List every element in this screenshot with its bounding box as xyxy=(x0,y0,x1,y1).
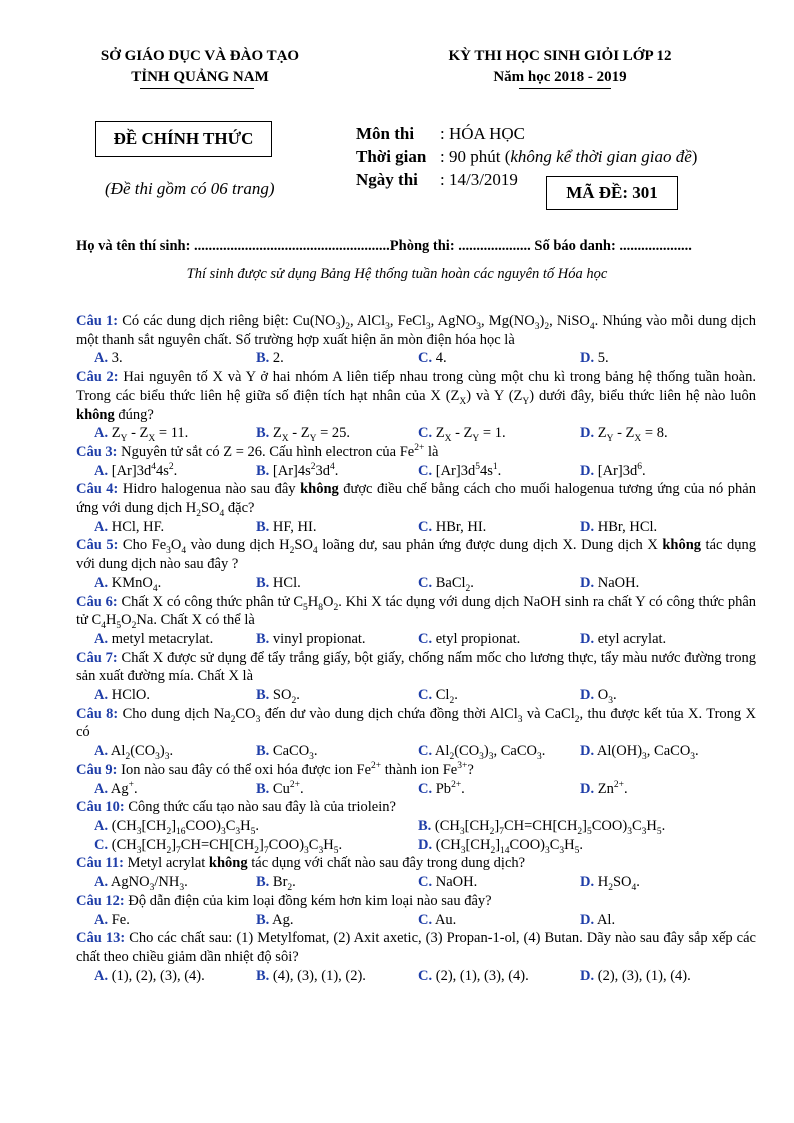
exam-title: KỲ THI HỌC SINH GIỎI LỚP 12 xyxy=(448,48,672,64)
department-name: SỞ GIÁO DỤC VÀ ĐÀO TẠO xyxy=(100,48,300,64)
official-exam-box: ĐỀ CHÍNH THỨC xyxy=(95,121,272,157)
option-d: D. etyl acrylat. xyxy=(580,630,667,647)
department-header xyxy=(60,46,340,88)
subject-row xyxy=(356,122,776,145)
option-b: B. vinyl propionat. xyxy=(256,630,366,647)
option-d: D. HBr, HCl. xyxy=(580,518,658,535)
option-b: B. HCl. xyxy=(256,574,301,591)
option-c: C. Au. xyxy=(418,911,457,928)
questions-section xyxy=(76,312,756,985)
option-b: B. 2. xyxy=(256,350,284,367)
option-b: B. HF, HI. xyxy=(256,518,317,535)
option-c: C. $Cl_2$. xyxy=(418,687,458,706)
options-6 xyxy=(76,630,756,649)
instruction-text: Thí sinh được sử dụng Bảng Hệ thống tuần hoàn các nguyên tố Hóa học xyxy=(186,266,608,282)
option-b: B. $SO_2$. xyxy=(256,687,300,706)
candidate-info-line: Họ và tên thí sinh: ......................................................Phòng thi: .................... Số báo danh: .................... xyxy=(76,238,692,254)
province-underline xyxy=(140,88,254,89)
subject-label: Môn thi xyxy=(356,124,415,143)
options-13 xyxy=(76,967,756,986)
option-a: A. HClO. xyxy=(94,687,151,704)
option-a: A. 3. xyxy=(94,350,123,367)
options-8 xyxy=(76,742,756,761)
time-label: Thời gian xyxy=(356,147,427,166)
question-13: Câu 13: Cho các chất sau: (1) Metylfomat, (2) Axit axetic, (3) Propan-1-ol, (4) Butan. Dãy nào sau đây sắp xếp các chất theo chiều giảm dần nhiệt độ sôi? xyxy=(76,930,756,965)
question-2: Câu 2: Hai nguyên tố X và Y ở hai nhóm A liên tiếp nhau trong cùng một chu kì trong bảng hệ thống tuần hoàn. Trong các biểu thức liên hệ giữa số điện tích hạt nhân của X $(Z_X)$ và Y $(Z_Y)$ dưới đây, biểu thức liên hệ nào luôn không đúng? xyxy=(76,369,756,423)
option-d: D. $Zn^{2+}$. xyxy=(580,779,628,797)
option-c: C. $Pb^{2+}$. xyxy=(418,779,465,797)
option-a: A. Fe. xyxy=(94,911,130,928)
option-a: A. $[Ar]3d^44s^2$. xyxy=(94,461,178,479)
options-4 xyxy=(76,518,756,537)
date-value: : 14/3/2019 xyxy=(440,170,518,189)
option-c: C. etyl propionat. xyxy=(418,630,521,647)
option-c: C. $Al_2(CO_3)_3$, CaCO$_3$. xyxy=(418,743,546,763)
option-d: D. $Al(OH)_3$, CaCO$_3$. xyxy=(580,743,699,763)
question-3: Câu 3: Nguyên tử sắt có Z = 26. Cấu hình electron của $Fe^{2+}$ là xyxy=(76,443,439,460)
option-c: C. $(CH_3[CH_2]_7CH=CH[CH_2]_7COO)_3C_3H_5$. xyxy=(94,836,343,856)
option-c: C. $Z_X - Z_Y = 1$. xyxy=(418,425,506,445)
option-c: C. $[Ar]3d^54s^1$. xyxy=(418,461,502,479)
time-row xyxy=(356,145,776,168)
options-2 xyxy=(76,424,756,443)
option-d: D. $O_3$. xyxy=(580,687,617,706)
option-b: B. $Cu^{2+}$. xyxy=(256,779,304,797)
school-year: Năm học 2018 - 2019 xyxy=(493,69,627,85)
options-1 xyxy=(76,349,756,368)
option-d: D. NaOH. xyxy=(580,574,640,591)
option-a: A. $Al_2(CO_3)_3$. xyxy=(94,743,174,763)
question-1: Câu 1: Có các dung dịch riêng biệt: $Cu(NO_3)_2$, AlCl$_3$, FeCl$_3$, AgNO$_3$, $Mg(NO_3)_2$, NiSO$_4$. Nhúng vào mỗi dung dịch một thanh sắt nguyên chất. Số trường hợp xuất hiện ăn mòn điện hóa học là xyxy=(76,313,756,348)
option-b: B. CaCO$_3$. xyxy=(256,743,318,763)
question-11: Câu 11: Metyl acrylat không tác dụng với chất nào sau đây trong dung dịch? xyxy=(76,855,526,872)
option-a: A. $AgNO_3/NH_3$. xyxy=(94,874,188,893)
question-12: Câu 12: Độ dẫn điện của kim loại đồng kém hơn kim loại nào sau đây? xyxy=(76,892,492,909)
option-a: A. KMnO$_4$. xyxy=(94,574,162,594)
option-b: B. $Br_2$. xyxy=(256,874,296,893)
option-b: B. $[Ar]4s^23d^4$. xyxy=(256,461,339,479)
option-b: B. $Z_X - Z_Y = 25$. xyxy=(256,425,351,445)
pages-note: (Đề thi gồm có 06 trang) xyxy=(105,179,275,198)
option-d: D. (2), (3), (1), (4). xyxy=(580,967,691,984)
options-11 xyxy=(76,873,756,892)
question-8: Câu 8: Cho dung dịch $Na_2CO_3$ đến dư vào dung dịch chứa đồng thời AlCl$_3$ và CaCl$_2$, thu được kết tủa X. Trong X có xyxy=(76,705,756,741)
option-d: D. Al. xyxy=(580,911,616,928)
school-year-underline xyxy=(519,88,611,89)
question-4: Câu 4: Hidro halogenua nào sau đây không được điều chế bằng cách cho muối halogenua tương ứng của nó phản ứng với dung dịch $H_2SO_4$ đặc? xyxy=(76,481,756,519)
option-a: A. metyl metacrylat. xyxy=(94,630,214,647)
options-5 xyxy=(76,574,756,593)
option-a: A. (1), (2), (3), (4). xyxy=(94,967,205,984)
options-12 xyxy=(76,911,756,930)
option-a: A. $Z_Y - Z_X = 11$. xyxy=(94,425,189,445)
option-c: C. HBr, HI. xyxy=(418,518,487,535)
question-10: Câu 10: Công thức cấu tạo nào sau đây là của triolein? xyxy=(76,799,396,816)
option-d: D. $H_2SO_4$. xyxy=(580,874,640,893)
question-7: Câu 7: Chất X được sử dụng để tẩy trắng giấy, bột giấy, chống nấm mốc cho lương thực, tẩy màu nước đường trong sản xuất đường mía. Chất X là xyxy=(76,649,756,685)
option-b: B. (4), (3), (1), (2). xyxy=(256,967,366,984)
option-b: B. Ag. xyxy=(256,911,294,928)
option-c: C. (2), (1), (3), (4). xyxy=(418,967,529,984)
option-a: A. $(CH_3[CH_2]_{16}COO)_3C_3H_5$. xyxy=(94,817,260,837)
option-a: A. HCl, HF. xyxy=(94,518,165,535)
option-c: C. BaCl$_2$. xyxy=(418,574,474,594)
question-9: Câu 9: Ion nào sau đây có thể oxi hóa được ion $Fe^{2+}$ thành ion $Fe^{3+}$? xyxy=(76,761,474,778)
question-5: Câu 5: Cho $Fe_3O_4$ vào dung dịch $H_2SO_4$ loãng dư, sau phản ứng được dung dịch X. Dung dịch X không tác dụng với dung dịch nào sau đây ? xyxy=(76,537,756,573)
options-9 xyxy=(76,780,756,799)
exam-code-box: MÃ ĐỀ: 301 xyxy=(546,176,678,210)
options-3 xyxy=(76,462,756,481)
option-c: C. NaOH. xyxy=(418,874,478,891)
options-7 xyxy=(76,686,756,705)
option-d: D. $Z_Y - Z_X = 8$. xyxy=(580,425,668,445)
province-name: TỈNH QUẢNG NAM xyxy=(131,69,269,85)
date-label: Ngày thi xyxy=(356,170,418,189)
option-b: B. $(CH_3[CH_2]_7CH=CH[CH_2]_5COO)_3C_3H_5$. xyxy=(418,817,666,837)
option-d: D. 5. xyxy=(580,350,609,367)
question-6: Câu 6: Chất X có công thức phân tử $C_5H_8O_2$. Khi X tác dụng với dung dịch NaOH sinh ra chất Y có công thức phân tử $C_4H_5O_2Na$. Chất X có thể là xyxy=(76,593,756,632)
subject-value: : HÓA HỌC xyxy=(440,124,526,143)
option-d: D. $(CH_3[CH_2]_{14}COO)_3C_3H_5$. xyxy=(418,836,584,856)
option-c: C. 4. xyxy=(418,350,447,367)
exam-header xyxy=(400,46,720,88)
option-a: A. Ag+. xyxy=(94,779,138,797)
options-10 xyxy=(76,817,756,854)
question-label: Câu 1: xyxy=(76,313,119,329)
time-value: : 90 phút (không kể thời gian giao đề) xyxy=(440,147,698,166)
option-d: D. $[Ar]3d^6$. xyxy=(580,461,646,479)
